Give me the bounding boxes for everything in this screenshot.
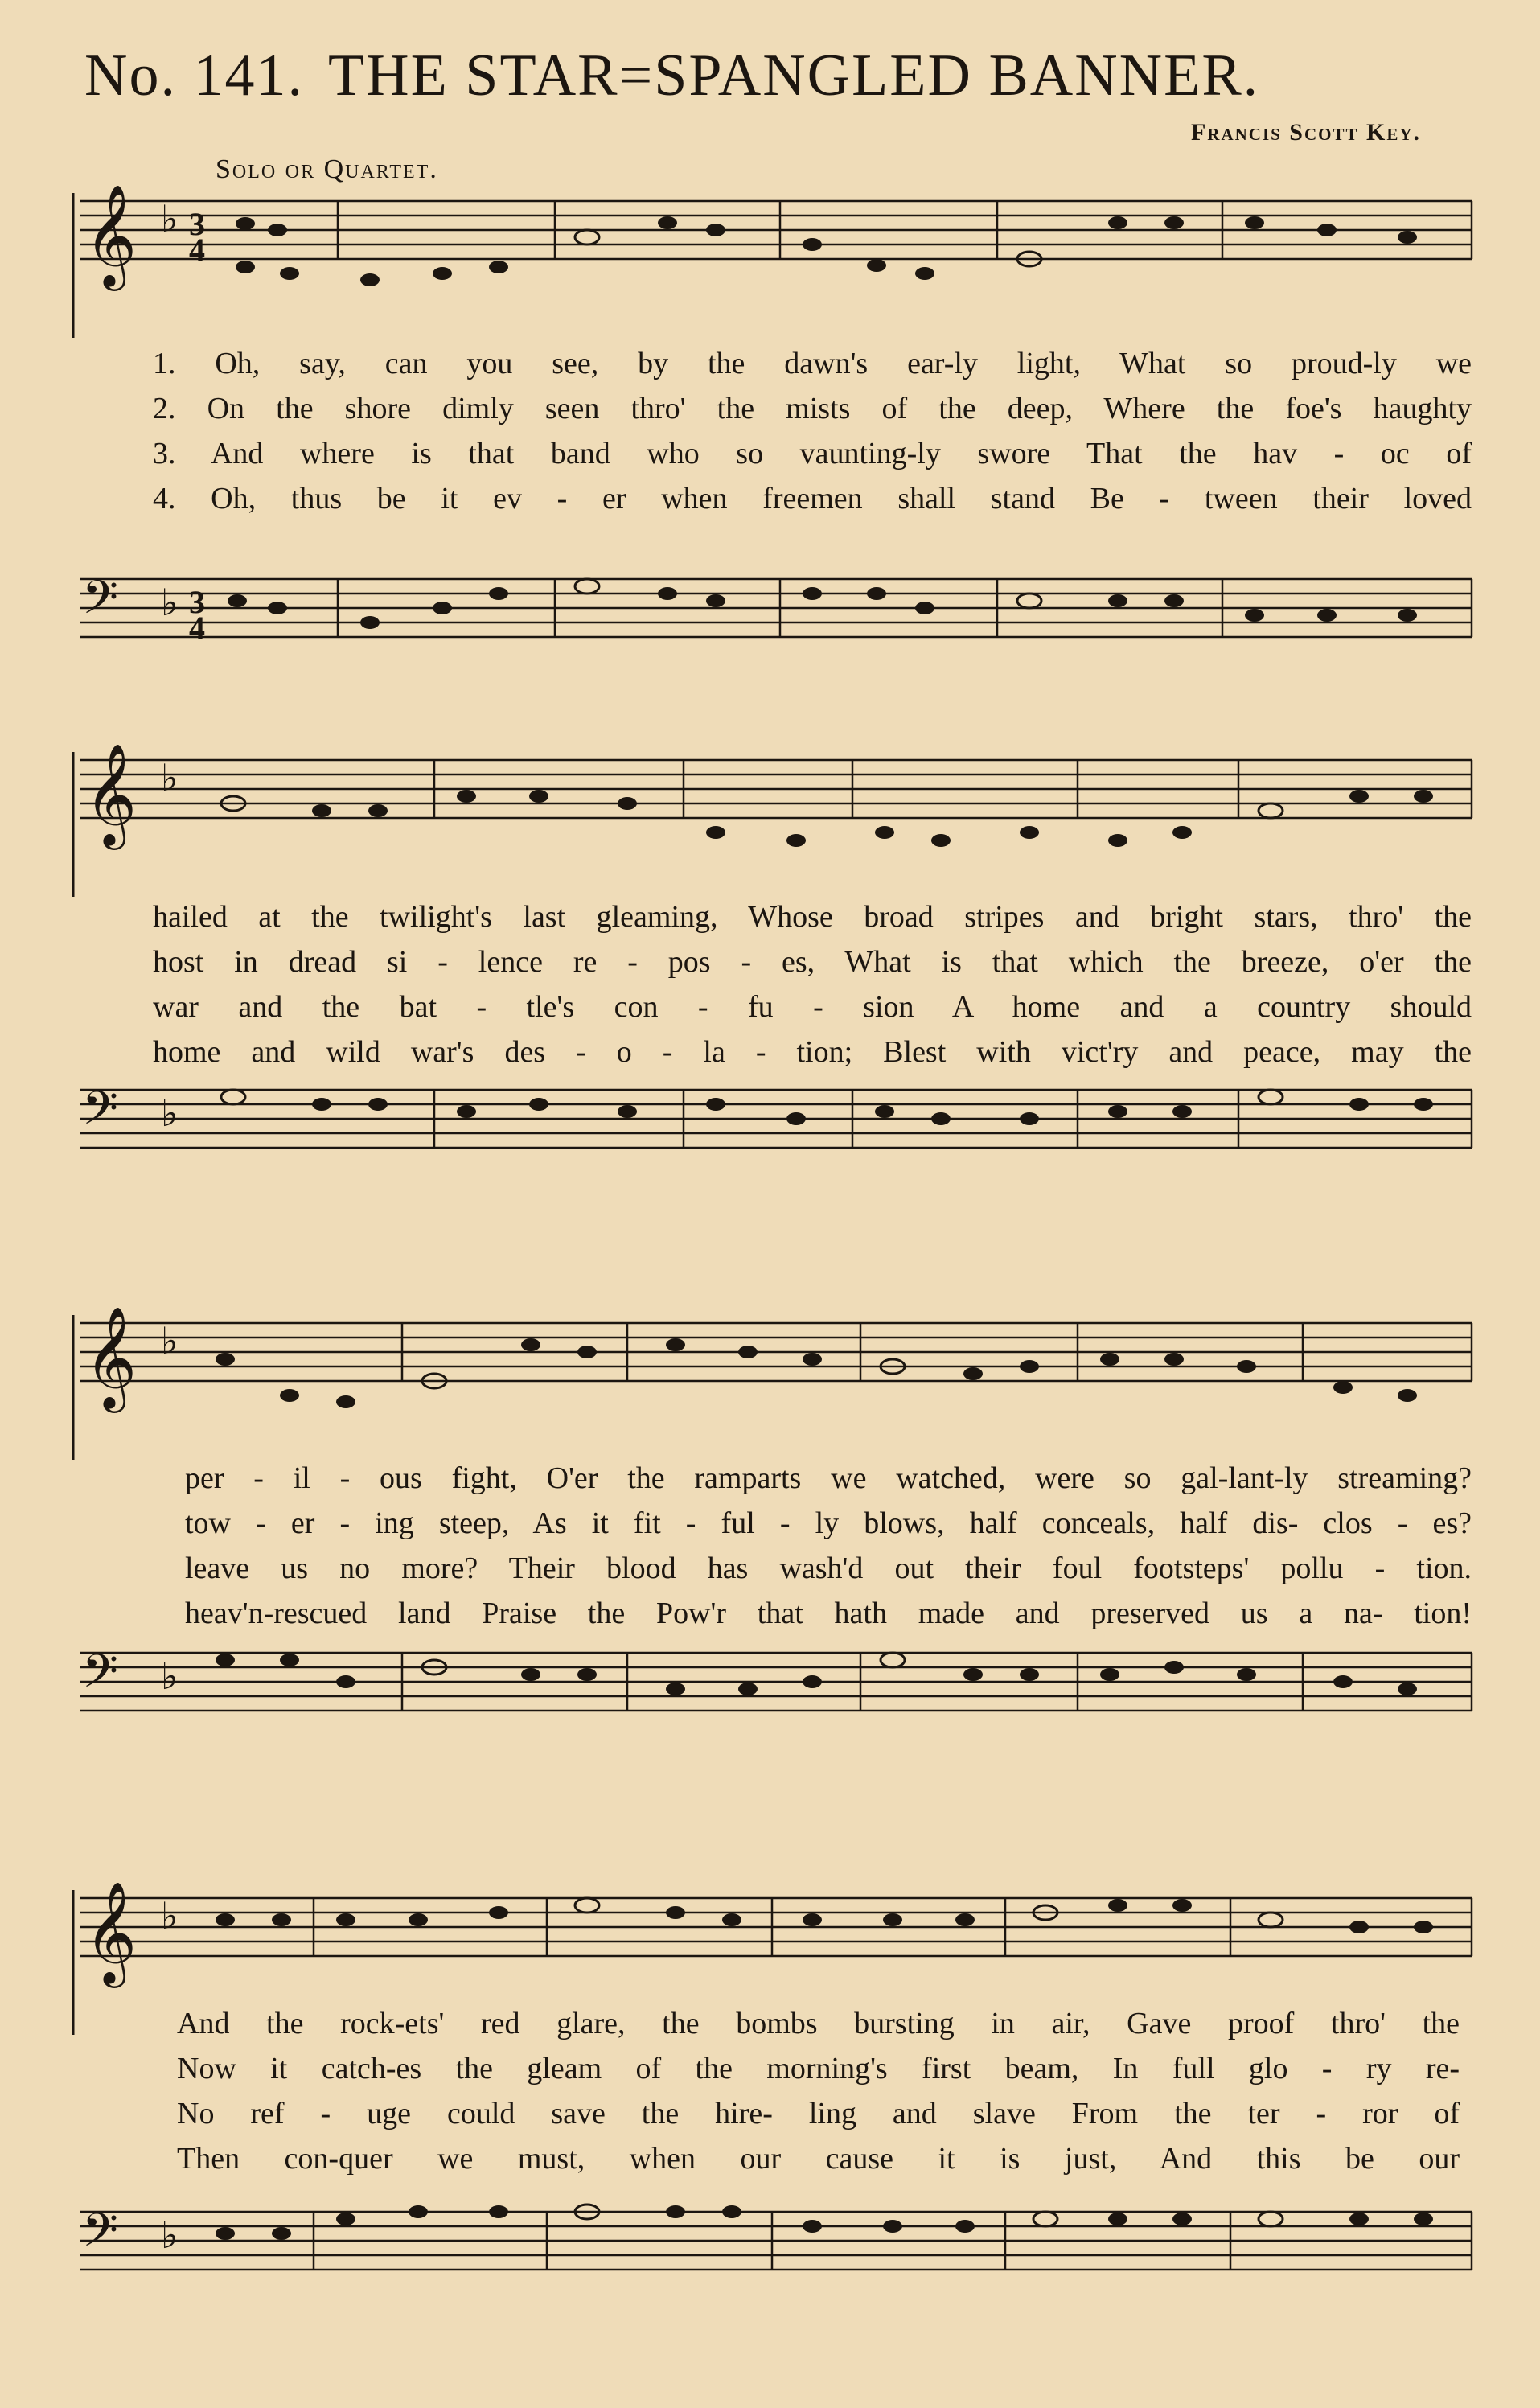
lyric-verse-1: per - il - ous fight, O'er the ramparts we watched, were so gal-lant-ly streaming?	[185, 1461, 1472, 1495]
lyric-verse-4: Then con-quer we must, when our cause it is just, And this be our	[177, 2142, 1460, 2176]
lyric-verse-1: 1. Oh, say, can you see, by the dawn's ear-ly light, What so proud-ly we	[153, 347, 1472, 380]
svg-text:𝄞: 𝄞	[84, 187, 138, 285]
performance-direction: Solo or Quartet.	[216, 154, 438, 184]
lyric-verse-3: No ref - uge could save the hire- ling and slave From the ter - ror of	[177, 2097, 1460, 2131]
svg-text:3: 3	[189, 584, 205, 620]
lyric-verse-4: heav'n-rescued land Praise the Pow'r that hath made and preserved us a na- tion!	[185, 1596, 1472, 1630]
lyric-verse-3: 3. And where is that band who so vaunting-ly swore That the hav - oc of	[153, 437, 1472, 471]
composer-credit: Francis Scott Key.	[1190, 119, 1421, 146]
lyric-verse-2: tow - er - ing steep, As it fit - ful - ly blows, half conceals, half dis- clos - es?	[185, 1506, 1472, 1540]
hymn-title	[84, 42, 1259, 110]
svg-text:𝄢: 𝄢	[82, 573, 119, 635]
lyrics-block-3	[185, 1456, 1472, 1636]
svg-text:𝄢: 𝄢	[82, 2206, 119, 2268]
svg-text:𝄢: 𝄢	[82, 1647, 119, 1709]
hymn-name: THE STAR=SPANGLED BANNER.	[327, 43, 1260, 109]
svg-text:♭: ♭	[161, 582, 179, 623]
svg-text:♭: ♭	[161, 758, 179, 799]
bass-staff-4	[72, 2188, 1476, 2348]
lyric-verse-2: host in dread si - lence re - pos - es, What is that which the breeze, o'er the	[153, 945, 1472, 979]
svg-text:♭: ♭	[161, 199, 179, 240]
bass-staff-3	[72, 1629, 1476, 1790]
svg-text:𝄢: 𝄢	[82, 1084, 119, 1146]
lyric-verse-1: hailed at the twilight's last gleaming, Whose broad stripes and bright stars, thro' the	[153, 900, 1472, 934]
lyrics-block-2	[153, 894, 1472, 1075]
svg-text:𝄞: 𝄞	[84, 746, 138, 844]
svg-text:♭: ♭	[161, 1896, 179, 1937]
svg-text:♭: ♭	[161, 1656, 179, 1697]
svg-text:♭: ♭	[161, 2215, 179, 2256]
treble-staff-2	[72, 736, 1476, 897]
treble-staff-3	[72, 1299, 1476, 1460]
lyric-verse-2: Now it catch-es the gleam of the morning's first beam, In full glo - ry re-	[177, 2052, 1460, 2085]
lyric-verse-2: 2. On the shore dimly seen thro' the mists of the deep, Where the foe's haughty	[153, 392, 1472, 425]
lyrics-block-1	[153, 341, 1472, 521]
svg-text:𝄞: 𝄞	[84, 1884, 138, 1982]
lyrics-block-4	[177, 2001, 1460, 2181]
lyric-verse-3: war and the bat - tle's con - fu - sion A home and a country should	[153, 990, 1472, 1024]
svg-text:3: 3	[189, 206, 205, 242]
lyric-verse-1: And the rock-ets' red glare, the bombs bursting in air, Gave proof thro' the	[177, 2007, 1460, 2040]
lyric-verse-3: leave us no more? Their blood has wash'd out their foul footsteps' pollu - tion.	[185, 1551, 1472, 1585]
lyric-verse-4: 4. Oh, thus be it ev - er when freemen shall stand Be - tween their loved	[153, 482, 1472, 516]
treble-staff-1	[72, 177, 1476, 338]
bass-staff-2	[72, 1066, 1476, 1227]
svg-text:4: 4	[189, 610, 205, 646]
svg-text:♭: ♭	[161, 1093, 179, 1134]
svg-text:𝄞: 𝄞	[84, 1309, 138, 1407]
svg-text:4: 4	[189, 232, 205, 268]
lyric-verse-4: home and wild war's des - o - la - tion; Blest with vict'ry and peace, may the	[153, 1035, 1472, 1069]
bass-staff-1	[72, 555, 1476, 716]
svg-text:♭: ♭	[161, 1321, 179, 1362]
hymn-number: No. 141.	[84, 43, 304, 109]
